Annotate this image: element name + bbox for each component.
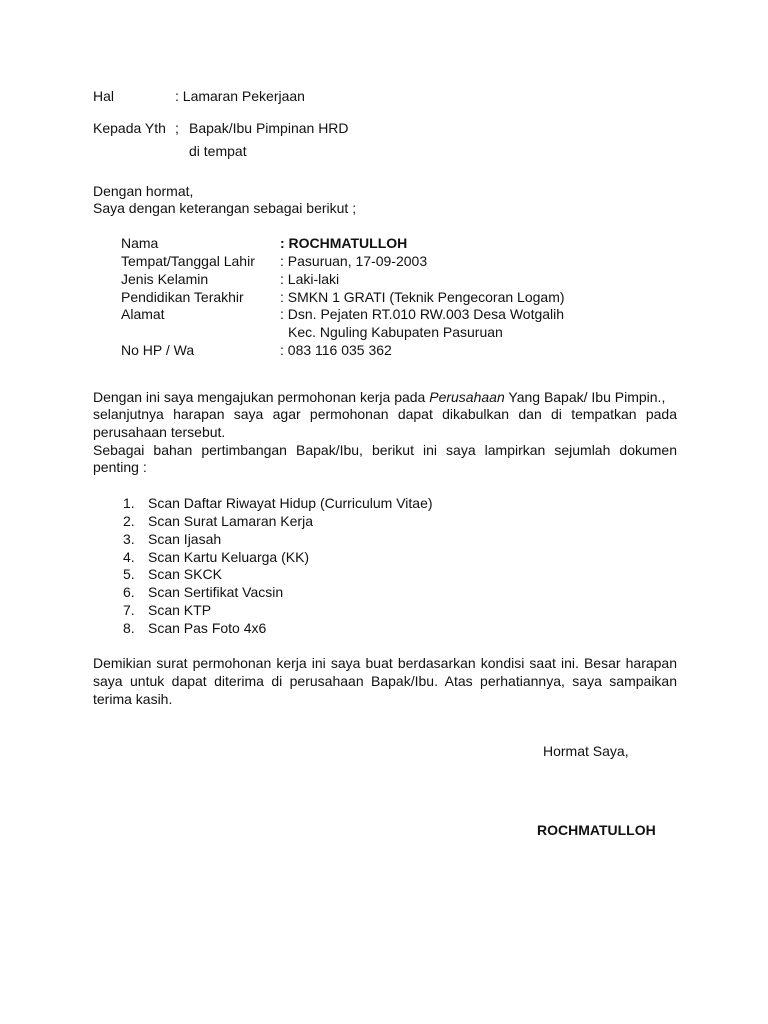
salutation: Dengan hormat, [93, 183, 194, 199]
intro-text: Saya dengan keterangan sebagai berikut ; [93, 200, 357, 216]
alamat-value-line-1: : Dsn. Pejaten RT.010 RW.003 Desa Wotgalih [280, 306, 565, 322]
paragraph-1-line-1: Dengan ini saya mengajukan permohonan kerja pada Perusahaan Yang Bapak/ Ibu Pimpin., [93, 389, 666, 405]
kepada-place: di tempat [189, 143, 247, 159]
jenis-kelamin-value: : Laki-laki [280, 271, 340, 287]
perusahaan-italic: Perusahaan [429, 389, 505, 405]
list-item-number: 4. [123, 549, 135, 565]
list-item-text: Scan Surat Lamaran Kerja [148, 513, 313, 529]
kepada-separator: ; [175, 120, 179, 136]
hp-label: No HP / Wa [121, 342, 195, 358]
jenis-kelamin-label: Jenis Kelamin [121, 271, 209, 287]
hal-label: Hal [93, 88, 115, 104]
closing-line-1: Demikian surat permohonan kerja ini saya buat berdasarkan kondisi saat ini. Besar harapan [93, 655, 677, 671]
closing-line-2: saya untuk dapat diterima di perusahaan Bapak/Ibu. Atas perhatiannya, saya sampaikan [93, 673, 677, 689]
paragraph-1-line-2: selanjutnya harapan saya agar permohonan dapat dikabulkan dan di tempatkan pada [93, 406, 677, 422]
list-item-text: Scan Kartu Keluarga (KK) [148, 549, 310, 565]
signature-name: ROCHMATULLOH [537, 822, 656, 838]
ttl-value: : Pasuruan, 17-09-2003 [280, 253, 428, 269]
list-item-number: 3. [123, 531, 135, 547]
pendidikan-value: : SMKN 1 GRATI (Teknik Pengecoran Logam) [280, 289, 565, 305]
closing-line-3: terima kasih. [93, 691, 173, 707]
paragraph-2-line-1: Sebagai bahan pertimbangan Bapak/Ibu, berikut ini saya lampirkan sejumlah dokumen [93, 442, 677, 458]
list-item-number: 5. [123, 566, 135, 582]
list-item-number: 2. [123, 513, 135, 529]
pendidikan-label: Pendidikan Terakhir [121, 289, 244, 305]
list-item-text: Scan Pas Foto 4x6 [148, 620, 267, 636]
kepada-value: Bapak/Ibu Pimpinan HRD [189, 120, 349, 136]
ttl-label: Tempat/Tanggal Lahir [121, 253, 255, 269]
list-item-number: 6. [123, 584, 135, 600]
hp-value: : 083 116 035 362 [280, 342, 392, 358]
paragraph-2-line-2: penting : [93, 459, 147, 475]
list-item-text: Scan Sertifikat Vacsin [148, 584, 284, 600]
list-item-number: 7. [123, 602, 135, 618]
hal-value: : Lamaran Pekerjaan [175, 88, 305, 104]
list-item-text: Scan KTP [148, 602, 212, 618]
list-item-number: 1. [123, 495, 135, 511]
list-item-number: 8. [123, 620, 135, 636]
list-item-text: Scan Ijasah [148, 531, 222, 547]
kepada-label: Kepada Yth [93, 120, 166, 136]
alamat-value-line-2: Kec. Nguling Kabupaten Pasuruan [288, 324, 503, 340]
nama-value: : ROCHMATULLOH [280, 235, 408, 251]
regards-text: Hormat Saya, [543, 743, 629, 759]
nama-label: Nama [121, 235, 159, 251]
list-item-text: Scan SKCK [148, 566, 222, 582]
alamat-label: Alamat [121, 306, 165, 322]
list-item-text: Scan Daftar Riwayat Hidup (Curriculum Vitae) [148, 495, 433, 511]
paragraph-1-line-3: perusahaan tersebut. [93, 424, 226, 440]
